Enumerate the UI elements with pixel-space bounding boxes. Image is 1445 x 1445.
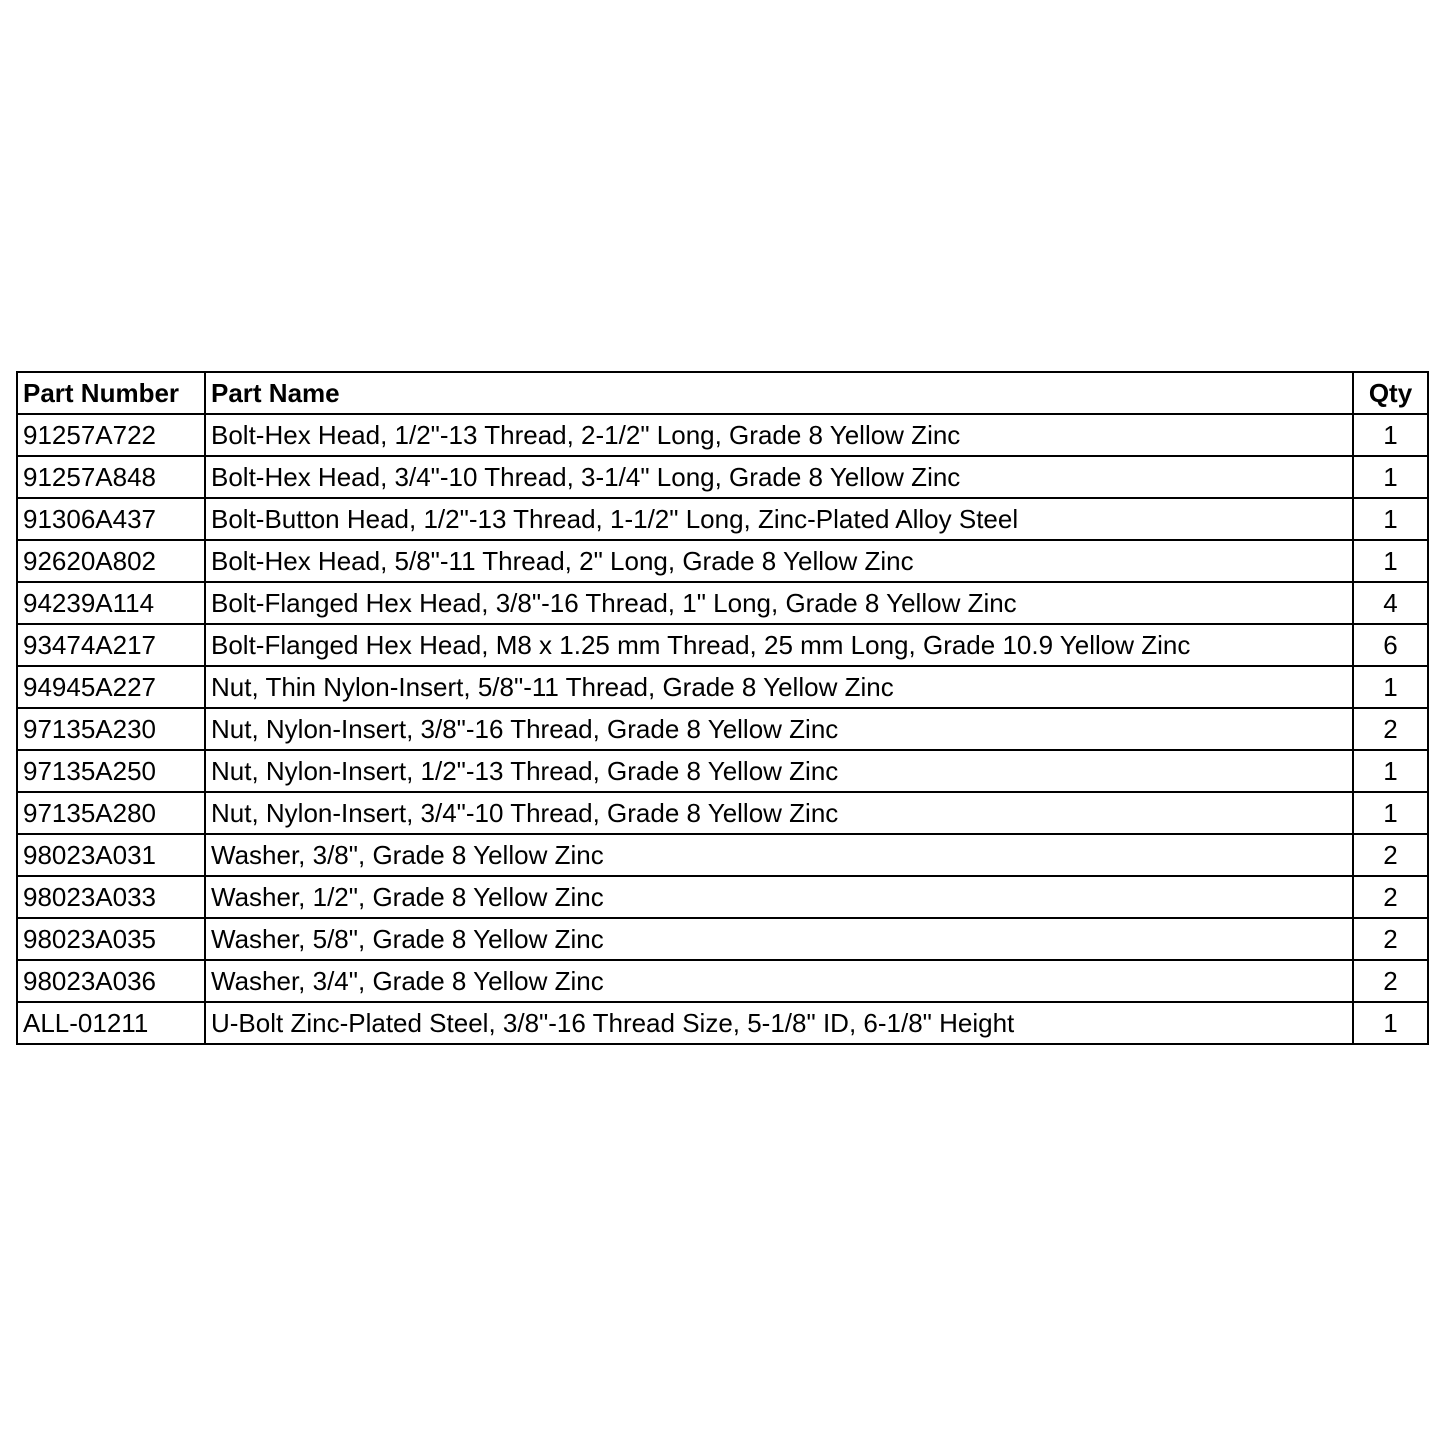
table-row [17, 834, 1428, 876]
cell-qty: 1 [1353, 1002, 1428, 1044]
cell-part-name: Nut, Nylon-Insert, 3/8"-16 Thread, Grade 8 Yellow Zinc [205, 708, 1353, 750]
cell-qty: 2 [1353, 918, 1428, 960]
table-row [17, 456, 1428, 498]
cell-part-name: Washer, 3/8", Grade 8 Yellow Zinc [205, 834, 1353, 876]
cell-qty: 2 [1353, 708, 1428, 750]
cell-part-number: 98023A031 [17, 834, 205, 876]
table-row [17, 1002, 1428, 1044]
header-qty: Qty [1353, 372, 1428, 414]
cell-qty: 1 [1353, 792, 1428, 834]
cell-part-number: ALL-01211 [17, 1002, 205, 1044]
table-row [17, 540, 1428, 582]
cell-part-number: 97135A280 [17, 792, 205, 834]
cell-part-name: Nut, Nylon-Insert, 1/2"-13 Thread, Grade 8 Yellow Zinc [205, 750, 1353, 792]
table-row [17, 750, 1428, 792]
header-part-number: Part Number [17, 372, 205, 414]
cell-part-number: 98023A035 [17, 918, 205, 960]
cell-qty: 4 [1353, 582, 1428, 624]
cell-part-number: 97135A230 [17, 708, 205, 750]
table-row [17, 960, 1428, 1002]
cell-qty: 1 [1353, 456, 1428, 498]
header-row [17, 372, 1428, 414]
cell-qty: 1 [1353, 414, 1428, 456]
cell-part-name: U-Bolt Zinc-Plated Steel, 3/8"-16 Thread Size, 5-1/8" ID, 6-1/8" Height [205, 1002, 1353, 1044]
cell-qty: 2 [1353, 960, 1428, 1002]
cell-part-number: 94239A114 [17, 582, 205, 624]
cell-qty: 1 [1353, 540, 1428, 582]
cell-qty: 2 [1353, 834, 1428, 876]
cell-part-name: Bolt-Hex Head, 5/8"-11 Thread, 2" Long, Grade 8 Yellow Zinc [205, 540, 1353, 582]
cell-qty: 2 [1353, 876, 1428, 918]
table-body [17, 414, 1428, 1044]
cell-qty: 1 [1353, 666, 1428, 708]
cell-part-name: Bolt-Hex Head, 1/2"-13 Thread, 2-1/2" Long, Grade 8 Yellow Zinc [205, 414, 1353, 456]
cell-part-number: 93474A217 [17, 624, 205, 666]
table-row [17, 582, 1428, 624]
cell-part-name: Washer, 5/8", Grade 8 Yellow Zinc [205, 918, 1353, 960]
table-row [17, 708, 1428, 750]
cell-part-name: Washer, 1/2", Grade 8 Yellow Zinc [205, 876, 1353, 918]
table-row [17, 498, 1428, 540]
cell-part-name: Nut, Nylon-Insert, 3/4"-10 Thread, Grade 8 Yellow Zinc [205, 792, 1353, 834]
cell-qty: 1 [1353, 498, 1428, 540]
cell-part-name: Bolt-Flanged Hex Head, M8 x 1.25 mm Thread, 25 mm Long, Grade 10.9 Yellow Zinc [205, 624, 1353, 666]
table-header [17, 372, 1428, 414]
cell-part-name: Nut, Thin Nylon-Insert, 5/8"-11 Thread, Grade 8 Yellow Zinc [205, 666, 1353, 708]
cell-part-name: Bolt-Button Head, 1/2"-13 Thread, 1-1/2" Long, Zinc-Plated Alloy Steel [205, 498, 1353, 540]
cell-part-number: 91306A437 [17, 498, 205, 540]
cell-qty: 1 [1353, 750, 1428, 792]
cell-part-name: Bolt-Flanged Hex Head, 3/8"-16 Thread, 1" Long, Grade 8 Yellow Zinc [205, 582, 1353, 624]
cell-part-number: 91257A848 [17, 456, 205, 498]
table-row [17, 624, 1428, 666]
cell-part-name: Washer, 3/4", Grade 8 Yellow Zinc [205, 960, 1353, 1002]
parts-table [16, 371, 1429, 1045]
table-row [17, 414, 1428, 456]
cell-part-name: Bolt-Hex Head, 3/4"-10 Thread, 3-1/4" Long, Grade 8 Yellow Zinc [205, 456, 1353, 498]
cell-part-number: 92620A802 [17, 540, 205, 582]
table-row [17, 666, 1428, 708]
cell-part-number: 94945A227 [17, 666, 205, 708]
cell-part-number: 98023A033 [17, 876, 205, 918]
header-part-name: Part Name [205, 372, 1353, 414]
table-row [17, 792, 1428, 834]
cell-part-number: 97135A250 [17, 750, 205, 792]
table-row [17, 876, 1428, 918]
table-row [17, 918, 1428, 960]
cell-part-number: 98023A036 [17, 960, 205, 1002]
cell-qty: 6 [1353, 624, 1428, 666]
cell-part-number: 91257A722 [17, 414, 205, 456]
